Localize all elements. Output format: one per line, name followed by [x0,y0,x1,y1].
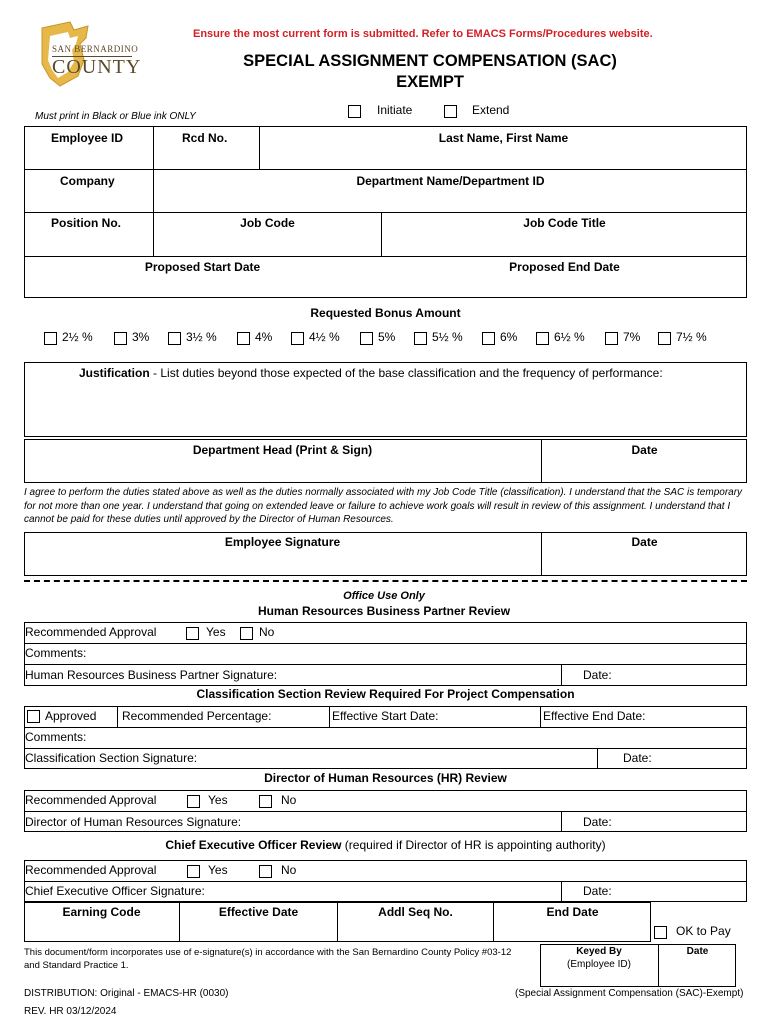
hrbp-no-label: No [259,625,275,639]
director-no-label: No [281,793,297,807]
ok-to-pay-label: OK to Pay [676,924,731,938]
bonus-label: 7% [623,330,641,344]
director-yes-label: Yes [208,793,228,807]
bonus-checkbox-2-5[interactable] [44,332,57,345]
job-code-title-field[interactable]: Job Code Title [523,216,606,230]
class-comments-field[interactable]: Comments: [25,730,87,744]
approved-label: Approved [45,709,97,723]
director-title: Director of Human Resources (HR) Review [264,771,507,785]
ceo-no-checkbox[interactable] [259,865,272,878]
class-effective-start-field[interactable]: Effective Start Date: [332,709,439,723]
keyed-by-label: Keyed By [576,946,622,957]
hrbp-no-checkbox[interactable] [240,627,253,640]
class-date-field[interactable]: Date: [623,751,652,765]
extend-checkbox[interactable] [444,105,457,118]
position-no-field[interactable]: Position No. [51,216,121,230]
bonus-options [44,330,744,350]
hrbp-yes-label: Yes [206,625,226,639]
justification-title: Justification [79,366,150,380]
hrbp-yes-checkbox[interactable] [186,627,199,640]
bonus-checkbox-3[interactable] [114,332,127,345]
bonus-label: 6% [500,330,518,344]
hrbp-signature-field[interactable]: Human Resources Business Partner Signature: [25,668,278,682]
hrbp-title: Human Resources Business Partner Review [257,604,511,618]
ceo-signature-field[interactable]: Chief Executive Officer Signature: [25,884,205,898]
office-use-divider [24,580,747,582]
bonus-checkbox-5-5[interactable] [414,332,427,345]
ceo-recommended-approval: Recommended Approval [25,863,157,877]
effective-date-field[interactable]: Effective Date [218,905,299,919]
logo-top-text: SAN BERNARDINO [52,44,139,54]
earning-code-field[interactable]: Earning Code [62,905,141,919]
employee-id-field[interactable]: Employee ID [51,131,124,145]
ceo-title-rest: (required if Director of HR is appointing authority) [341,838,606,852]
form-title-line1: SPECIAL ASSIGNMENT COMPENSATION (SAC) [243,52,617,70]
bonus-label: 6½ % [554,330,585,344]
form-name-text: (Special Assignment Compensation (SAC)-Exempt) [515,988,744,999]
dept-head-signature-field[interactable]: Department Head (Print & Sign) [192,443,373,457]
ok-to-pay-checkbox[interactable] [654,926,667,939]
director-yes-checkbox[interactable] [187,795,200,808]
director-no-checkbox[interactable] [259,795,272,808]
ceo-yes-label: Yes [208,863,228,877]
keyed-date-field[interactable]: Date [686,946,709,957]
office-use-title: Office Use Only [343,590,425,602]
approved-checkbox[interactable] [27,710,40,723]
director-recommended-approval: Recommended Approval [25,793,157,807]
keyed-by-employee-id[interactable]: (Employee ID) [567,959,631,970]
ceo-title [24,838,747,852]
distribution-text: DISTRIBUTION: Original - EMACS-HR (0030) [24,988,229,999]
bonus-label: 7½ % [676,330,707,344]
proposed-end-date-field[interactable]: Proposed End Date [509,260,620,274]
ceo-no-label: No [281,863,297,877]
proposed-start-date-field[interactable]: Proposed Start Date [144,260,261,274]
class-effective-end-field[interactable]: Effective End Date: [543,709,646,723]
ceo-title-bold: Chief Executive Officer Review [165,838,342,852]
logo-bottom-text: COUNTY [52,56,142,78]
bonus-label: 5% [378,330,396,344]
ink-note: Must print in Black or Blue ink ONLY [35,111,196,122]
class-signature-field[interactable]: Classification Section Signature: [25,751,198,765]
director-date-field[interactable]: Date: [583,815,612,829]
initiate-checkbox[interactable] [348,105,361,118]
job-code-field[interactable]: Job Code [240,216,295,230]
rcd-no-field[interactable]: Rcd No. [182,131,228,145]
extend-label: Extend [472,103,510,117]
hrbp-comments-field[interactable]: Comments: [25,646,87,660]
classification-title: Classification Section Review Required For Project Compensation [196,687,575,701]
dept-head-date-field[interactable]: Date [631,443,658,457]
bonus-checkbox-7[interactable] [605,332,618,345]
justification-text: - List duties beyond those expected of the base classification and the frequency of performance: [149,366,663,380]
recommended-percentage-field[interactable]: Recommended Percentage: [122,709,272,723]
bonus-checkbox-4-5[interactable] [291,332,304,345]
bonus-title: Requested Bonus Amount [310,306,461,320]
ceo-yes-checkbox[interactable] [187,865,200,878]
addl-seq-field[interactable]: Addl Seq No. [378,905,453,919]
name-field[interactable]: Last Name, First Name [438,131,569,145]
director-signature-field[interactable]: Director of Human Resources Signature: [25,815,242,829]
hrbp-recommended-approval: Recommended Approval [25,625,157,639]
agreement-text: I agree to perform the duties stated above as well as the duties normally associated with my Job Code Title (classification). I understand that the SAC is temporary for not more than one year. I understand that going on extended leave or failure to achieve work goals will result in review of this assignment. I understand that I cannot be paid for these duties until approved by the Director of Human Resources. [24,487,743,525]
initiate-label: Initiate [377,103,413,117]
notice-text: Ensure the most current form is submitted. Refer to EMACS Forms/Procedures website. [193,28,653,40]
company-field[interactable]: Company [60,174,115,188]
bonus-label: 4½ % [309,330,340,344]
bonus-label: 2½ % [62,330,93,344]
bonus-checkbox-6[interactable] [482,332,495,345]
employee-signature-date-field[interactable]: Date [631,535,658,549]
bonus-checkbox-7-5[interactable] [658,332,671,345]
department-field[interactable]: Department Name/Department ID [356,174,545,188]
employee-signature-field[interactable]: Employee Signature [224,535,341,549]
bonus-label: 3% [132,330,150,344]
esig-note: This document/form incorporates use of e-signature(s) in accordance with the San Bernardino County Policy #03-12 and Standard Practice 1. [24,947,512,971]
bonus-checkbox-3-5[interactable] [168,332,181,345]
bonus-checkbox-5[interactable] [360,332,373,345]
end-date-field[interactable]: End Date [546,905,599,919]
bonus-checkbox-6-5[interactable] [536,332,549,345]
revision-text: REV. HR 03/12/2024 [24,1006,117,1017]
justification-label [79,366,663,380]
form-title-line2: EXEMPT [396,73,464,91]
bonus-label: 5½ % [432,330,463,344]
ceo-date-field[interactable]: Date: [583,884,612,898]
bonus-label: 4% [255,330,273,344]
hrbp-date-field[interactable]: Date: [583,668,612,682]
bonus-checkbox-4[interactable] [237,332,250,345]
bonus-label: 3½ % [186,330,217,344]
